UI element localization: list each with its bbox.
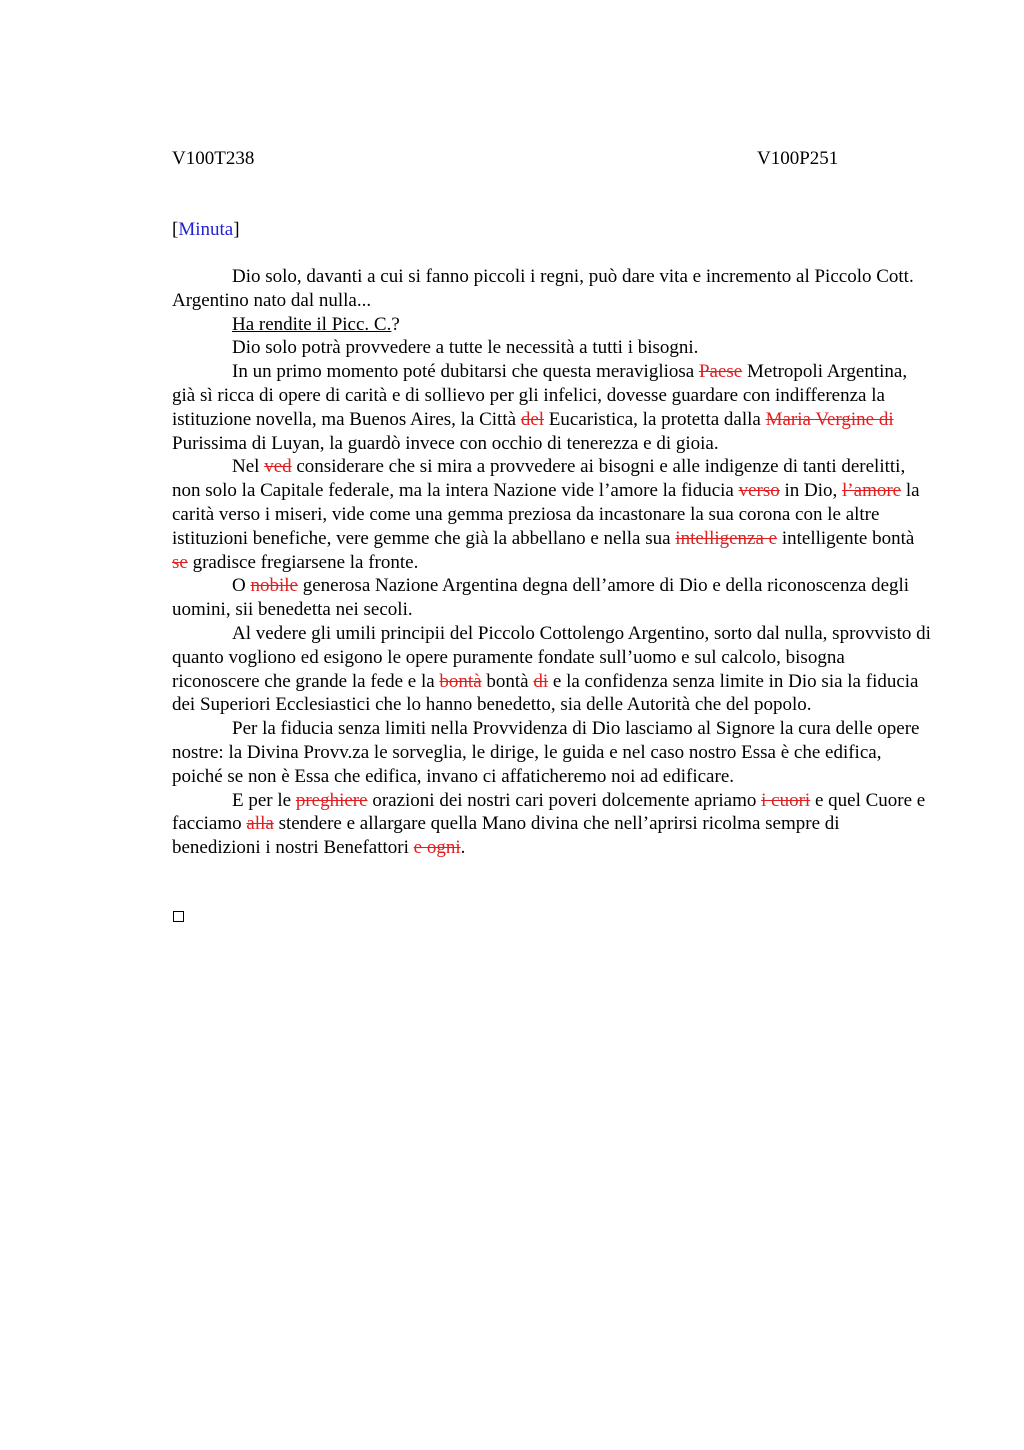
minuta-label-text: Minuta	[178, 219, 234, 240]
deleted-text: intelligenza e	[675, 527, 778, 549]
deleted-text: e ogni	[413, 837, 461, 859]
paragraph-5: Nel ved considerare che si mira a provvedere ai bisogni e alle indigenze di tanti derelitti, non solo la Capitale federale, ma la intera Nazione vide l’amore la fiducia verso in Dio, l’amore la carità verso i miseri, vide come una gemma preziosa da incastonare la sua corona con le altre istituzioni benefiche, vere gemme che già la abbellano e nella sua intelligenza e intelligente bontà se gradisce fregiarsene la fronte.	[172, 456, 920, 573]
bracket-open: [	[172, 219, 179, 240]
paragraph-6: O nobile generosa Nazione Argentina degna dell’amore di Dio e della riconoscenza degli uomini, sii benedetta nei secoli.	[172, 575, 910, 621]
deleted-text: alla	[246, 813, 274, 835]
paragraph-2: Ha rendite il Picc. C.?	[232, 313, 400, 335]
deleted-text: verso	[738, 480, 780, 502]
deleted-text: l’amore	[842, 480, 902, 502]
minuta-label	[172, 218, 240, 242]
deleted-text: se	[172, 551, 188, 573]
deleted-text: i cuori	[761, 789, 811, 811]
header-right-code: V100P251	[757, 148, 839, 169]
deleted-text: bontà	[439, 670, 482, 692]
deleted-text: del	[520, 408, 545, 430]
deleted-text: ved	[264, 456, 292, 478]
deleted-text: Maria Vergine di	[765, 408, 894, 430]
document-page	[172, 0, 932, 1450]
header-left-code: V100T238	[172, 148, 255, 169]
paragraph-8: Per la fiducia senza limiti nella Provvidenza di Dio lasciamo al Signore la cura delle opere nostre: la Divina Provv.za le sorveglia, le dirige, le guida e nel caso nostro Essa è che edifica, poiché se non è Essa che edifica, invano ci affaticheremo noi ad edificare.	[172, 718, 920, 787]
paragraph-7: Al vedere gli umili principii del Piccolo Cottolengo Argentino, sorto dal nulla, sprovvisto di quanto vogliono ed esigono le opere puramente fondate sull’uomo e sul calcolo, bisogna riconoscere che grande la fede e la bontà bontà di e la confidenza senza limite in Dio sia la fiducia dei Superiori Ecclesiastici che lo hanno benedetto, sia delle Autorità che del popolo.	[172, 622, 931, 716]
deleted-text: nobile	[250, 575, 298, 597]
deleted-text: preghiere	[295, 789, 368, 811]
paragraph-3: Dio solo potrà provvedere a tutte le necessità a tutti i bisogni.	[232, 337, 699, 359]
document-body	[172, 265, 932, 860]
paragraph-1: Dio solo, davanti a cui si fanno piccoli i regni, può dare vita e incremento al Piccolo Cott. Argentino nato dal nulla...	[172, 266, 914, 311]
end-box-icon	[173, 911, 184, 922]
paragraph-4: In un primo momento poté dubitarsi che questa meravigliosa Paese Metropoli Argentina, già sì ricca di opere di carità e di sollievo per gli infelici, dovesse guardare con indifferenza la istituzione novella, ma Buenos Aires, la Città del Eucaristica, la protetta dalla Maria Vergine di Purissima di Luyan, la guardò invece con occhio di tenerezza e di gioia.	[172, 361, 908, 454]
paragraph-9: E per le preghiere orazioni dei nostri cari poveri dolcemente apriamo i cuori e quel Cuore e facciamo alla stendere e allargare quella Mano divina che nell’aprirsi ricolma sempre di benedizioni i nostri Benefattori e ogni.	[172, 789, 926, 859]
bracket-close: ]	[233, 219, 240, 240]
deleted-text: Paese	[698, 361, 743, 383]
underlined-text: Ha rendite il Picc. C.	[232, 313, 392, 335]
deleted-text: di	[533, 670, 549, 692]
